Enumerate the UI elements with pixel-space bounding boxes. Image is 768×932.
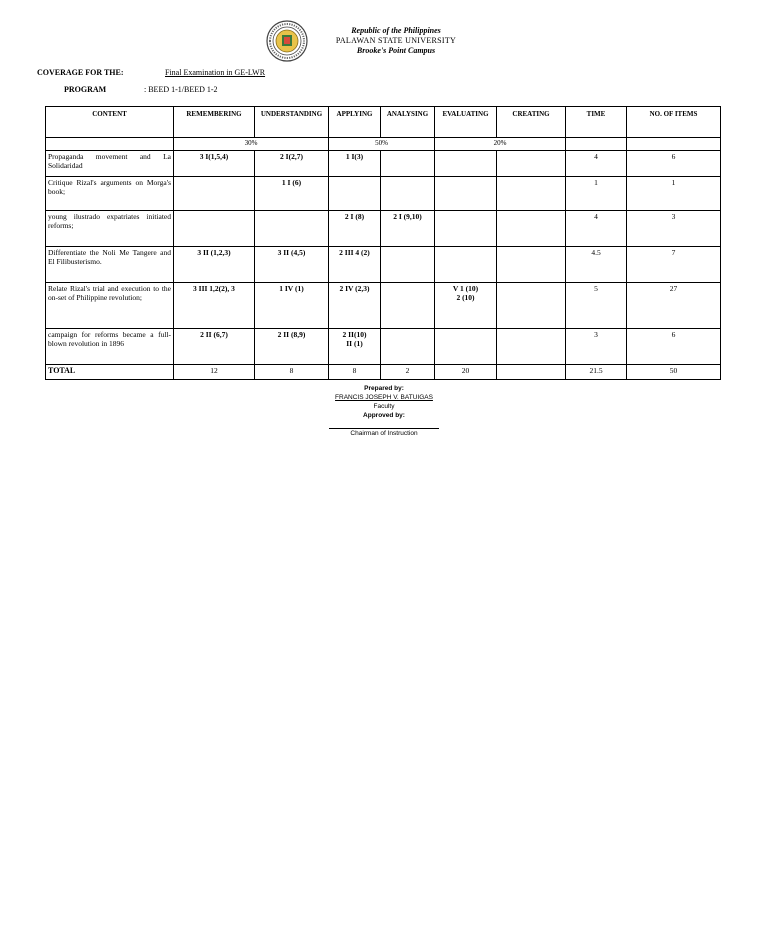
total-remembering: 12 [174,365,255,380]
remembering-cell: 3 II (1,2,3) [174,247,255,283]
items-cell: 7 [627,247,721,283]
approver-role: Chairman of Instruction [350,430,418,437]
table-row [46,329,721,365]
total-label: TOTAL [46,365,174,380]
analysing-cell [381,329,435,365]
program-label: PROGRAM [64,85,107,94]
applying-cell: 2 I (8) [329,211,381,247]
total-creating [497,365,566,380]
campus-name: Brooke's Point Campus [356,46,436,55]
signature-block [300,384,468,438]
creating-cell [497,211,566,247]
applying-cell: 2 IV (2,3) [329,283,381,329]
document-header [266,20,506,62]
content-cell: Propaganda movement and La Solidaridad [46,151,174,177]
total-items: 50 [627,365,721,380]
header-remembering: REMEMBERING [174,107,255,138]
total-time: 21.5 [566,365,627,380]
creating-cell [497,151,566,177]
republic-line: Republic of the Philippines [351,26,441,35]
table-row [46,247,721,283]
applying-cell: 2 III 4 (2) [329,247,381,283]
table-row [46,211,721,247]
time-cell: 4 [566,151,627,177]
creating-cell [497,177,566,211]
header-applying: APPLYING [329,107,381,138]
coverage-label: COVERAGE FOR THE: [37,68,124,77]
items-cell: 1 [627,177,721,211]
total-applying: 8 [329,365,381,380]
items-cell: 6 [627,329,721,365]
header-items: NO. OF ITEMS [627,107,721,138]
remembering-cell [174,177,255,211]
header-row [46,107,721,138]
applying-cell [329,177,381,211]
preparer-name: FRANCIS JOSEPH V. BATUIGAS [335,394,433,401]
coverage-value: Final Examination in GE-LWR [165,68,266,77]
applying-cell: 1 I(3) [329,151,381,177]
creating-cell [497,247,566,283]
total-analysing: 2 [381,365,435,380]
header-evaluating: EVALUATING [435,107,497,138]
program-value: : BEED 1-1/BEED 1-2 [144,85,218,94]
evaluating-cell [435,151,497,177]
prepared-by-label: Prepared by: [364,385,404,392]
evaluating-cell [435,247,497,283]
time-cell: 4 [566,211,627,247]
items-cell: 27 [627,283,721,329]
creating-cell [497,329,566,365]
understanding-cell: 2 II (8,9) [255,329,329,365]
understanding-cell: 3 II (4,5) [255,247,329,283]
time-cell: 5 [566,283,627,329]
content-cell: young ilustrado expatriates initiated reforms; [46,211,174,247]
approved-by-label: Approved by: [363,412,405,419]
remembering-cell [174,211,255,247]
table-row [46,151,721,177]
applying-cell: 2 II(10) II (1) [329,329,381,365]
university-name-block [326,26,466,56]
analysing-cell [381,151,435,177]
total-understanding: 8 [255,365,329,380]
remembering-cell: 3 III 1,2(2), 3 [174,283,255,329]
content-cell: campaign for reforms became a full-blown revolution in 1896 [46,329,174,365]
table-row [46,283,721,329]
understanding-cell: 2 I(2,7) [255,151,329,177]
evaluating-cell [435,177,497,211]
creating-cell [497,283,566,329]
header-creating: CREATING [497,107,566,138]
content-cell: Relate Rizal's trial and execution to the on-set of Philippine revolution; [46,283,174,329]
evaluating-cell [435,329,497,365]
percent-middle: 50% [329,138,435,151]
remembering-cell: 2 II (6,7) [174,329,255,365]
total-evaluating: 20 [435,365,497,380]
table-row [46,177,721,211]
analysing-cell: 2 I (9,10) [381,211,435,247]
time-cell: 1 [566,177,627,211]
evaluating-cell: V 1 (10) 2 (10) [435,283,497,329]
header-time: TIME [566,107,627,138]
total-row [46,365,721,380]
university-name: PALAWAN STATE UNIVERSITY [335,36,457,45]
header-content: CONTENT [46,107,174,138]
remembering-cell: 3 I(1,5,4) [174,151,255,177]
percent-lower: 30% [174,138,329,151]
header-analysing: ANALYSING [381,107,435,138]
analysing-cell [381,177,435,211]
understanding-cell: 1 I (6) [255,177,329,211]
preparer-role: Faculty [373,403,395,410]
items-cell: 3 [627,211,721,247]
university-seal-icon [266,20,308,62]
time-cell: 3 [566,329,627,365]
time-cell: 4.5 [566,247,627,283]
content-cell: Differentiate the Noli Me Tangere and El Filibusterismo. [46,247,174,283]
content-cell: Critique Rizal's arguments on Morga's book; [46,177,174,211]
percent-higher: 20% [435,138,566,151]
understanding-cell [255,211,329,247]
evaluating-cell [435,211,497,247]
analysing-cell [381,283,435,329]
items-cell: 6 [627,151,721,177]
table-of-specifications [45,106,721,380]
percent-row [46,138,721,151]
header-understanding: UNDERSTANDING [255,107,329,138]
analysing-cell [381,247,435,283]
understanding-cell: 1 IV (1) [255,283,329,329]
